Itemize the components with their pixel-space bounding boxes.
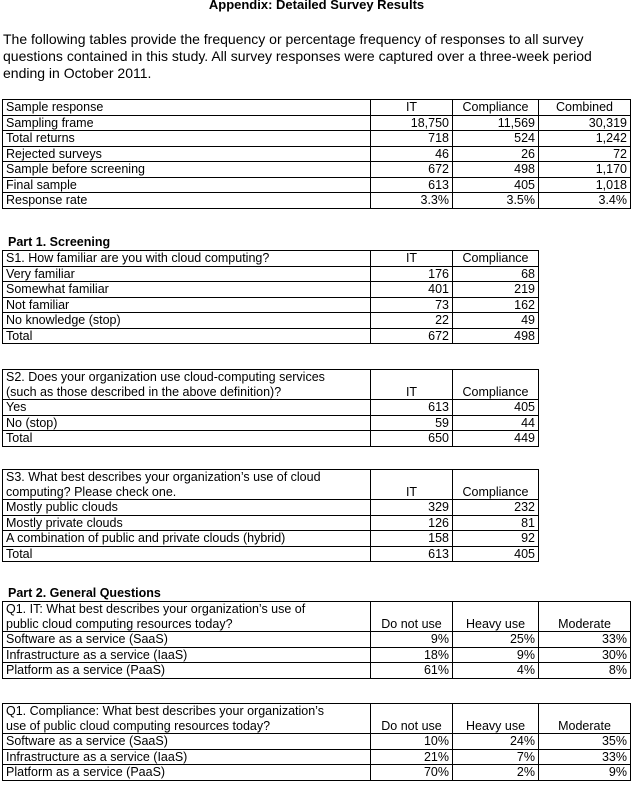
row-label: Sample response: [3, 100, 371, 116]
column-header: Heavy use: [453, 704, 539, 734]
table-row: [3, 500, 539, 516]
row-label: Platform as a service (PaaS): [3, 765, 371, 781]
table-row: [3, 313, 539, 329]
row-value: 672: [371, 328, 453, 344]
row-value: 405: [453, 177, 539, 193]
row-label: Sampling frame: [3, 115, 371, 131]
row-value: 524: [453, 131, 539, 147]
row-value: 21%: [371, 749, 453, 765]
column-header: Compliance: [453, 251, 539, 267]
row-value: 70%: [371, 765, 453, 781]
row-value: 33%: [539, 749, 631, 765]
row-value: 8%: [539, 663, 631, 679]
row-value: 219: [453, 282, 539, 298]
table-row: [3, 177, 631, 193]
row-label: No (stop): [3, 415, 371, 431]
row-value: 92: [453, 531, 539, 547]
row-label: Infrastructure as a service (IaaS): [3, 647, 371, 663]
row-value: 158: [371, 531, 453, 547]
row-value: 73: [371, 297, 453, 313]
row-value: 1,018: [539, 177, 631, 193]
column-header: Moderate: [539, 602, 631, 632]
row-value: 33%: [539, 632, 631, 648]
row-value: 405: [453, 546, 539, 562]
question-line: (such as those described in the above definition)?: [3, 385, 371, 400]
row-value: 613: [371, 177, 453, 193]
table-row: [3, 146, 631, 162]
row-label: Platform as a service (PaaS): [3, 663, 371, 679]
column-header: Compliance: [453, 370, 539, 400]
row-value: 613: [371, 546, 453, 562]
row-value: 498: [453, 162, 539, 178]
row-value: 2%: [453, 765, 539, 781]
row-label: Very familiar: [3, 266, 371, 282]
part2-heading: Part 2. General Questions: [8, 586, 161, 600]
q1-compliance-table: [2, 703, 631, 781]
row-value: 3.4%: [539, 193, 631, 209]
row-value: 18%: [371, 647, 453, 663]
table-row: [3, 297, 539, 313]
row-value: 72: [539, 146, 631, 162]
column-header: IT: [371, 370, 453, 400]
header-row: [3, 704, 631, 719]
row-value: 10%: [371, 734, 453, 750]
row-value: 24%: [453, 734, 539, 750]
question-line: S1. How familiar are you with cloud computing?: [3, 251, 371, 267]
row-value: 35%: [539, 734, 631, 750]
table-row: [3, 515, 539, 531]
table-row: [3, 647, 631, 663]
row-value: 650: [371, 431, 453, 447]
row-value: 9%: [371, 632, 453, 648]
question-line: computing? Please check one.: [3, 485, 371, 500]
row-value: 126: [371, 515, 453, 531]
table-row: [3, 546, 539, 562]
table-row: [3, 749, 631, 765]
q1-it-table: [2, 601, 631, 679]
question-line: use of public cloud computing resources today?: [3, 719, 371, 734]
row-value: 1,242: [539, 131, 631, 147]
row-label: Not familiar: [3, 297, 371, 313]
question-line: public cloud computing resources today?: [3, 617, 371, 632]
column-header: Combined: [539, 100, 631, 116]
table-row: [3, 193, 631, 209]
row-label: Mostly public clouds: [3, 500, 371, 516]
column-header: Compliance: [453, 470, 539, 500]
row-value: 1,170: [539, 162, 631, 178]
row-value: 7%: [453, 749, 539, 765]
question-line: Q1. Compliance: What best describes your organization’s: [3, 704, 371, 719]
row-label: Somewhat familiar: [3, 282, 371, 298]
column-header: IT: [371, 470, 453, 500]
row-value: 401: [371, 282, 453, 298]
table-row: [3, 531, 539, 547]
column-header: IT: [371, 251, 453, 267]
header-row: [3, 251, 539, 267]
question-line: S3. What best describes your organization’s use of cloud: [3, 470, 371, 485]
table-row: [3, 162, 631, 178]
table-row: [3, 328, 539, 344]
row-label: Total returns: [3, 131, 371, 147]
row-label: Total: [3, 328, 371, 344]
row-value: 162: [453, 297, 539, 313]
row-value: 405: [453, 400, 539, 416]
column-header: Do not use: [371, 602, 453, 632]
header-row: [3, 100, 631, 116]
s1-table: [2, 250, 539, 344]
s2-table: [2, 369, 539, 447]
header-row: [3, 370, 539, 385]
row-value: 25%: [453, 632, 539, 648]
column-header: IT: [371, 100, 453, 116]
question-line: S2. Does your organization use cloud-computing services: [3, 370, 371, 385]
table-row: [3, 282, 539, 298]
row-value: 4%: [453, 663, 539, 679]
row-label: Software as a service (SaaS): [3, 632, 371, 648]
column-header: Do not use: [371, 704, 453, 734]
row-value: 9%: [453, 647, 539, 663]
row-label: Response rate: [3, 193, 371, 209]
row-label: No knowledge (stop): [3, 313, 371, 329]
table-row: [3, 266, 539, 282]
row-value: 613: [371, 400, 453, 416]
row-value: 449: [453, 431, 539, 447]
row-label: Total: [3, 546, 371, 562]
row-value: 26: [453, 146, 539, 162]
page-title: Appendix: Detailed Survey Results: [208, 0, 425, 12]
row-value: 49: [453, 313, 539, 329]
row-label: Infrastructure as a service (IaaS): [3, 749, 371, 765]
column-header: Heavy use: [453, 602, 539, 632]
row-label: Rejected surveys: [3, 146, 371, 162]
row-value: 18,750: [371, 115, 453, 131]
row-value: 30,319: [539, 115, 631, 131]
header-row: [3, 602, 631, 617]
row-value: 46: [371, 146, 453, 162]
row-value: 9%: [539, 765, 631, 781]
row-value: 44: [453, 415, 539, 431]
row-value: 11,569: [453, 115, 539, 131]
row-value: 3.5%: [453, 193, 539, 209]
table-row: [3, 663, 631, 679]
table-row: [3, 415, 539, 431]
column-header: Moderate: [539, 704, 631, 734]
row-label: Total: [3, 431, 371, 447]
row-value: 232: [453, 500, 539, 516]
row-value: 30%: [539, 647, 631, 663]
row-value: 59: [371, 415, 453, 431]
row-label: Final sample: [3, 177, 371, 193]
row-value: 176: [371, 266, 453, 282]
table-row: [3, 115, 631, 131]
row-label: Mostly private clouds: [3, 515, 371, 531]
intro-paragraph: The following tables provide the frequency or percentage frequency of responses to all survey questions contained in this study. All survey responses were captured over a three-week period ending in October 2011.: [3, 31, 592, 81]
table-row: [3, 400, 539, 416]
s3-table: [2, 469, 539, 562]
row-label: Software as a service (SaaS): [3, 734, 371, 750]
row-value: 68: [453, 266, 539, 282]
table-row: [3, 734, 631, 750]
table-row: [3, 431, 539, 447]
row-value: 672: [371, 162, 453, 178]
row-value: 61%: [371, 663, 453, 679]
row-value: 498: [453, 328, 539, 344]
row-label: Sample before screening: [3, 162, 371, 178]
row-value: 329: [371, 500, 453, 516]
table-row: [3, 632, 631, 648]
row-value: 81: [453, 515, 539, 531]
row-value: 3.3%: [371, 193, 453, 209]
question-line: Q1. IT: What best describes your organization’s use of: [3, 602, 371, 617]
header-row: [3, 470, 539, 485]
row-label: Yes: [3, 400, 371, 416]
table-row: [3, 765, 631, 781]
row-label: A combination of public and private clouds (hybrid): [3, 531, 371, 547]
part1-heading: Part 1. Screening: [8, 235, 111, 249]
column-header: Compliance: [453, 100, 539, 116]
row-value: 718: [371, 131, 453, 147]
table-row: [3, 131, 631, 147]
row-value: 22: [371, 313, 453, 329]
sample-response-table: [2, 99, 631, 209]
